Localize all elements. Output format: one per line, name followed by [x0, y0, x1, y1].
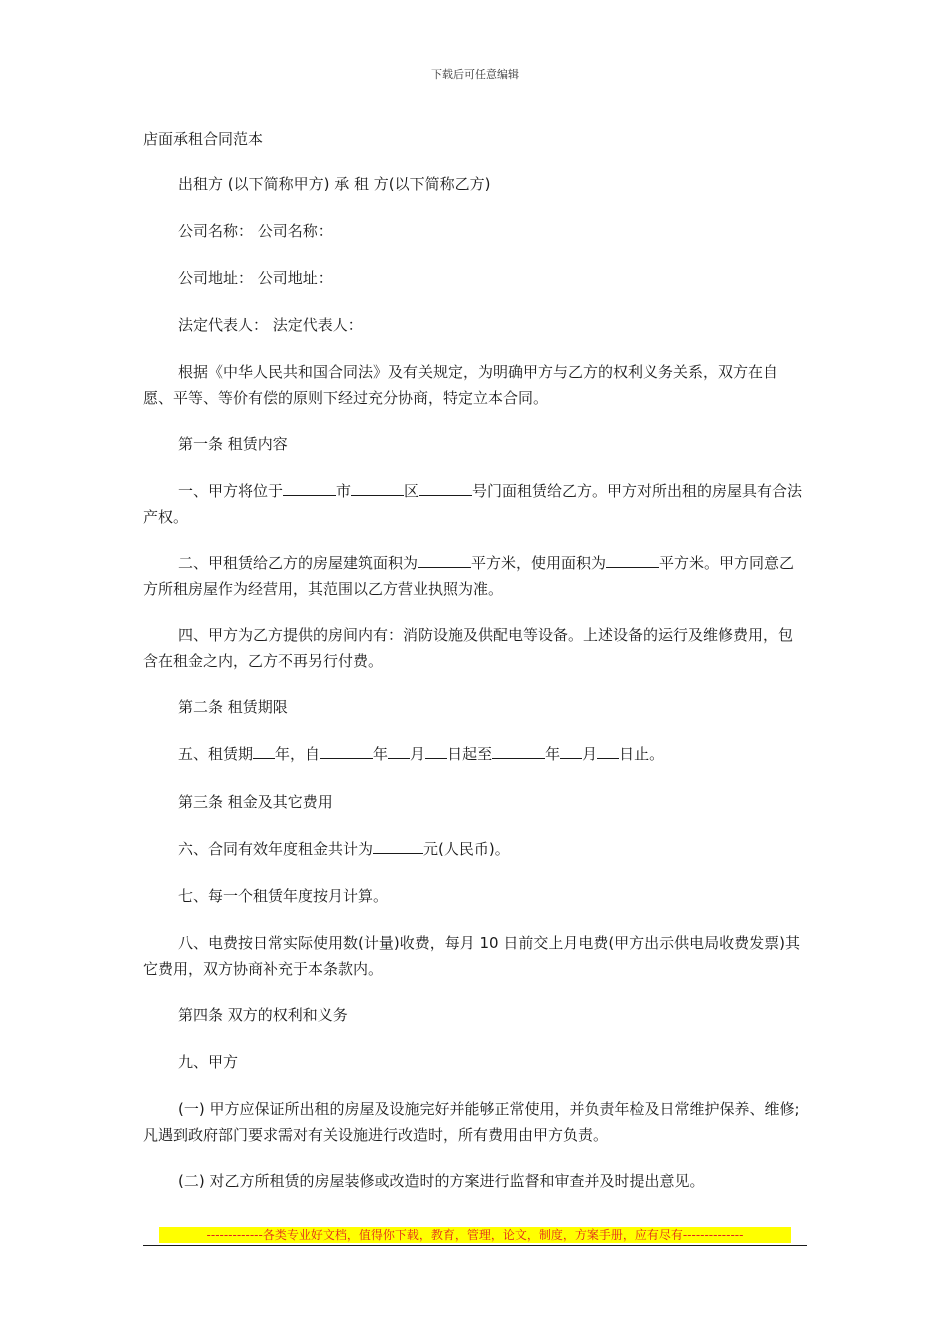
- fill-blank-number: [419, 479, 472, 496]
- clause-4-facilities: 四、甲方为乙方提供的房间内有：消防设施及供配电等设备。上述设备的运行及维修费用，包含在租金之内，乙方不再另行付费。: [143, 626, 794, 670]
- clause-text: 年: [545, 745, 561, 763]
- clause-text: 五、租赁期: [178, 745, 254, 763]
- clause-8-electricity: 八、电费按日常实际使用数(计量)收费，每月 10 日前交上月电费(甲方出示供电局收费发票)其它费用，双方协商补充于本条款内。: [143, 934, 801, 978]
- clause-1-location: [143, 478, 807, 530]
- clause-text: 一、甲方将位于: [178, 482, 284, 500]
- fill-blank-years: [253, 742, 275, 759]
- clause-9-party-a: 九、甲方: [178, 1053, 239, 1071]
- clause-2-area: [143, 550, 807, 602]
- article-4-heading: 第四条 双方的权利和义务: [178, 1006, 348, 1024]
- fill-blank-usable-area: [606, 551, 659, 568]
- fill-blank-building-area: [418, 551, 471, 568]
- clause-text: 日止。: [619, 745, 665, 763]
- legal-representative-line: 法定代表人： 法定代表人：: [178, 316, 363, 334]
- fill-blank-start-year: [320, 742, 373, 759]
- clause-text: 元(人民币)。: [423, 840, 510, 858]
- fill-blank-district: [351, 479, 404, 496]
- clause-text: 平方米，使用面积为: [471, 554, 607, 572]
- document-title: 店面承租合同范本: [143, 130, 264, 148]
- clause-text: 平方米。甲方同意乙方所租房屋作为经营用，其范围以乙方营业执照为准。: [143, 554, 795, 598]
- clause-text: 年: [373, 745, 389, 763]
- clause-text: 月: [582, 745, 598, 763]
- clause-text: 日起至: [447, 745, 493, 763]
- preamble-paragraph: 根据《中华人民共和国合同法》及有关规定，为明确甲方与乙方的权利义务关系，双方在自愿、平等、等价有偿的原则下经过充分协商，特定立本合同。: [143, 363, 779, 407]
- fill-blank-start-month: [388, 742, 410, 759]
- clause-text: 月: [410, 745, 426, 763]
- footer-divider: [143, 1245, 807, 1246]
- fill-blank-start-day: [425, 742, 447, 759]
- parties-line: 出租方 (以下简称甲方) 承 租 方(以下简称乙方): [178, 175, 491, 193]
- fill-blank-city: [283, 479, 336, 496]
- fill-blank-end-day: [597, 742, 619, 759]
- fill-blank-end-month: [560, 742, 582, 759]
- clause-5-term: [143, 741, 807, 767]
- clause-text: 区: [404, 482, 420, 500]
- clause-9-item-2: (二) 对乙方所租赁的房屋装修或改造时的方案进行监督和审查并及时提出意见。: [178, 1172, 705, 1190]
- footer-banner: -------------各类专业好文档，值得你下载，教育，管理，论文，制度，方案手册，应有尽有--------------: [159, 1227, 791, 1243]
- article-1-heading: 第一条 租赁内容: [178, 435, 288, 453]
- header-note: 下载后可任意编辑: [431, 68, 519, 81]
- company-name-line: 公司名称： 公司名称：: [178, 222, 333, 240]
- clause-9-item-1: (一) 甲方应保证所出租的房屋及设施完好并能够正常使用，并负责年检及日常维护保养、维修;凡遇到政府部门要求需对有关设施进行改造时，所有费用由甲方负责。: [143, 1100, 800, 1144]
- article-2-heading: 第二条 租赁期限: [178, 698, 288, 716]
- clause-text: 六、合同有效年度租金共计为: [178, 840, 374, 858]
- clause-text: 号门面租赁给乙方。甲方对所出租的房屋具有合法产权。: [143, 482, 803, 526]
- clause-6-rent: [143, 836, 807, 862]
- fill-blank-rent-amount: [373, 837, 423, 854]
- fill-blank-end-year: [492, 742, 545, 759]
- clause-7-monthly: 七、每一个租赁年度按月计算。: [178, 887, 389, 905]
- article-3-heading: 第三条 租金及其它费用: [178, 793, 333, 811]
- company-address-line: 公司地址： 公司地址：: [178, 269, 333, 287]
- clause-text: 二、甲租赁给乙方的房屋建筑面积为: [178, 554, 419, 572]
- clause-text: 年，自: [275, 745, 321, 763]
- clause-text: 市: [336, 482, 352, 500]
